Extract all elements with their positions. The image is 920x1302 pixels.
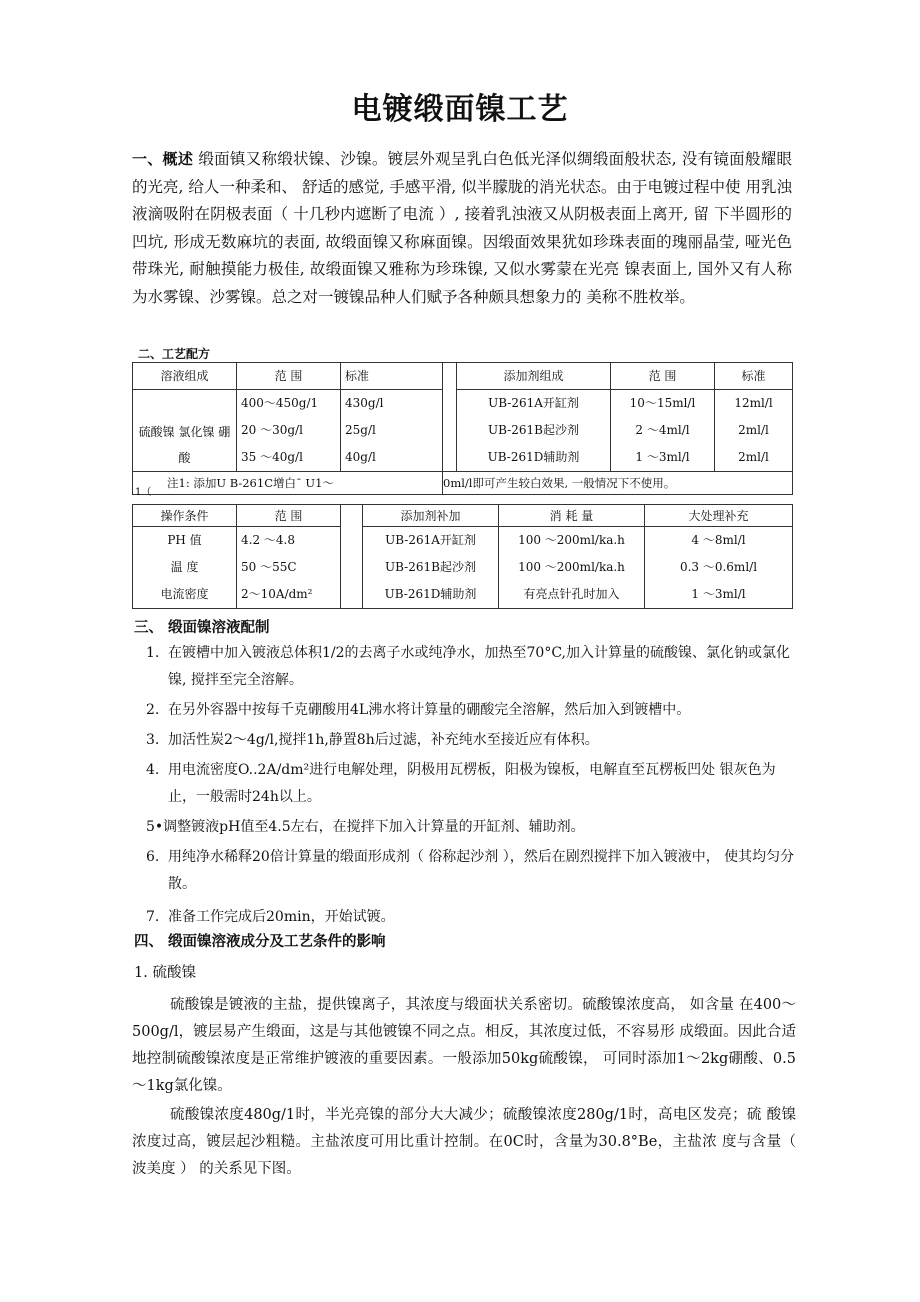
condition-ranges	[237, 527, 341, 609]
header-solution: 溶液组成	[133, 363, 237, 390]
consumption-value: 有亮点针孔时加入	[523, 587, 620, 601]
additive-standard: 2ml/l	[738, 423, 769, 437]
supplement-value: 4 ～8ml/l	[691, 533, 746, 547]
additive-name: UB-261D辅助剂	[487, 450, 580, 464]
supplement-value: 0.3 ～0.6ml/l	[679, 560, 758, 574]
list-number: 2.	[146, 702, 160, 718]
list-number: 7.	[146, 909, 160, 925]
condition-range: 4.2 ～4.8	[241, 533, 295, 547]
list-text: 在镀槽中加入镀液总体积1/2的去离子水或纯净水，加热至70°C,加入计算量的硫酸镍、氯化钠或氯化镍, 搅拌至完全溶解。	[168, 645, 791, 688]
additive-range: 10～15ml/l	[629, 396, 696, 410]
consumption-value: 100 ～200ml/ka.h	[518, 560, 625, 574]
formula-table	[132, 362, 793, 498]
paragraph-nickel-sulfate-2: 硫酸镍浓度480g/1时，半光亮镍的部分大大减少；硫酸镍浓度280g/1时，高电区发亮；硫 酸镍浓度过高，镀层起沙粗糙。主盐浓度可用比重计控制。在0C时，含量为30.8°Be，主盐浓 度与含量（ 波美度 ） 的关系见下图。	[132, 1107, 796, 1177]
list-text: 在另外容器中按每千克硼酸用4L沸水将计算量的硼酸完全溶解，然后加入到镀槽中。	[168, 702, 691, 718]
additive-range: 2 ～4ml/l	[635, 423, 690, 437]
supplement-additive: UB-261A开缸剂	[385, 533, 476, 547]
additive-range: 1 ～3ml/l	[635, 450, 690, 464]
column-gap	[341, 505, 363, 609]
additive-standard: 2ml/l	[738, 450, 769, 464]
overview-text: 缎面镇又称缎状镍、沙镍。镀层外观呈乳白色低光泽似绸缎面般状态, 没有镜面般耀眼 的光亮, 给人一种柔和、 舒适的感觉, 手感平滑, 似半朦胧的消光状态。由于电镀过程中使 用乳浊液滴吸附在阴极表面（ 十几秒内遮断了电流 ）, 接着乳浊液又从阴极表面上离开, 留 下半圆形的凹坑, 形成无数麻坑的表面, 故缎面镍又称麻面镍。因缎面效果犹如珍珠表面的瑰丽晶莹, 哑光色带珠光, 耐触摸能力极佳, 故缎面镍又雅称为珍珠镍, 又似水雾蒙在光亮 镍表面上, 国外又有人称为水雾镍、沙雾镍。总之对一镀镍品种人们赋予各种颇具想象力的 美称不胜枚举。	[132, 150, 792, 306]
list-number: 4.	[146, 762, 160, 778]
influence-heading: 四、 缎面镍溶液成分及工艺条件的影响	[134, 934, 386, 950]
preparation-list	[132, 640, 796, 934]
list-number: 3.	[146, 732, 160, 748]
list-text: 准备工作完成后20min，开始试镀。	[168, 909, 395, 925]
header-range: 范 围	[237, 363, 341, 390]
solution-ranges	[237, 390, 341, 472]
condition-range: 50 ～55C	[241, 560, 297, 574]
header-add-standard: 标准	[715, 363, 793, 390]
additive-name: UB-261A开缸剂	[488, 396, 579, 410]
list-item	[132, 640, 796, 694]
header-add-supplement: 添加剂补加	[363, 505, 499, 527]
additive-ranges	[611, 390, 715, 472]
paragraph-nickel-sulfate-1: 硫酸镍是镀液的主盐，提供镍离子，其浓度与缎面状关系密切。硫酸镍浓度高， 如含量 在400～500g/l，镀层易产生缎面，这是与其他镀镍不同之点。相反，其浓度过低，不容易形 成缎面。因此合适地控制硫酸镍浓度是正常维护镀液的重要因素。一般添加50kg硫酸镍， 可同时添加1～2kg硼酸、0.5～1kg氯化镍。	[132, 997, 797, 1094]
list-item	[132, 904, 796, 931]
formula-section-heading: 二、工艺配方	[138, 347, 211, 361]
list-item	[132, 757, 796, 811]
list-text: 用电流密度O..2A/dm²进行电解处理，阴极用瓦楞板，阳极为镍板，电解直至瓦楞板凹处 银灰色为止，一般需时24h以上。	[168, 762, 776, 805]
list-item	[132, 727, 796, 754]
note-cell-right	[443, 472, 793, 495]
preparation-heading: 三、 缎面镍溶液配制	[134, 620, 270, 636]
list-number: 5•	[146, 819, 164, 835]
list-item	[132, 814, 796, 841]
supplement-additive: UB-261D辅助剂	[384, 587, 477, 601]
range-value: 400～450g/1	[241, 396, 319, 410]
range-value: 35 ～40g/l	[241, 450, 303, 464]
operation-table	[132, 504, 793, 609]
list-text: 调整镀液pH值至4.5左右，在搅拌下加入计算量的开缸剂、辅助剂。	[163, 819, 585, 835]
solution-components: 硫酸镍 氯化镍 硼 酸	[133, 390, 237, 472]
supplement-additives	[363, 527, 499, 609]
header-additive: 添加剂组成	[457, 363, 611, 390]
overview-label: 一、概述	[132, 150, 194, 168]
column-gap	[443, 363, 457, 472]
note-mark: 1（	[135, 487, 152, 498]
additive-names	[457, 390, 611, 472]
list-item	[132, 844, 796, 898]
condition-name: 温 度	[170, 560, 199, 574]
header-consumption: 消 耗 量	[499, 505, 645, 527]
additive-standards	[715, 390, 793, 472]
consumption-value: 100 ～200ml/ka.h	[518, 533, 625, 547]
supplement-value: 1 ～3ml/l	[691, 587, 746, 601]
list-number: 1.	[146, 645, 160, 661]
list-number: 6.	[146, 849, 160, 865]
list-text: 加活性炭2～4g/l,搅拌1h,静置8h后过滤，补充纯水至接近应有体积。	[168, 732, 599, 748]
supplement-values	[645, 527, 793, 609]
additive-name: UB-261B起沙剂	[488, 423, 579, 437]
supplement-additive: UB-261B起沙剂	[385, 560, 476, 574]
range-value: 20 ～30g/l	[241, 423, 303, 437]
page-title: 电镀缎面镍工艺	[351, 92, 569, 127]
overview-paragraph	[132, 146, 792, 311]
header-condition: 操作条件	[133, 505, 237, 527]
list-text: 用纯净水稀释20倍计算量的缎面形成剂（ 俗称起沙剂 ），然后在剧烈搅拌下加入镀液中， 使其均匀分散。	[168, 849, 795, 892]
standard-value: 25g/l	[345, 423, 376, 437]
condition-range: 2～10A/dm²	[241, 587, 313, 601]
subheading-nickel-sulfate: 1. 硫酸镍	[134, 965, 196, 981]
solution-standards	[341, 390, 443, 472]
condition-names	[133, 527, 237, 609]
header-add-range: 范 围	[611, 363, 715, 390]
note-cell-left	[133, 472, 443, 498]
condition-name: PH 值	[167, 533, 202, 547]
note-text-a: 注1: 添加U B-261C增白¯ U1～	[167, 476, 334, 490]
list-item	[132, 697, 796, 724]
header-standard: 标准	[341, 363, 443, 390]
standard-value: 40g/l	[345, 450, 376, 464]
condition-name: 电流密度	[160, 587, 209, 601]
header-op-range: 范 围	[237, 505, 341, 527]
standard-value: 430g/l	[345, 396, 384, 410]
consumption-values	[499, 527, 645, 609]
header-big-treatment: 大处理补充	[645, 505, 793, 527]
note-text-b: 0ml/l即可产生较白效果, 一般情况下不使用。	[443, 476, 676, 490]
additive-standard: 12ml/l	[734, 396, 773, 410]
